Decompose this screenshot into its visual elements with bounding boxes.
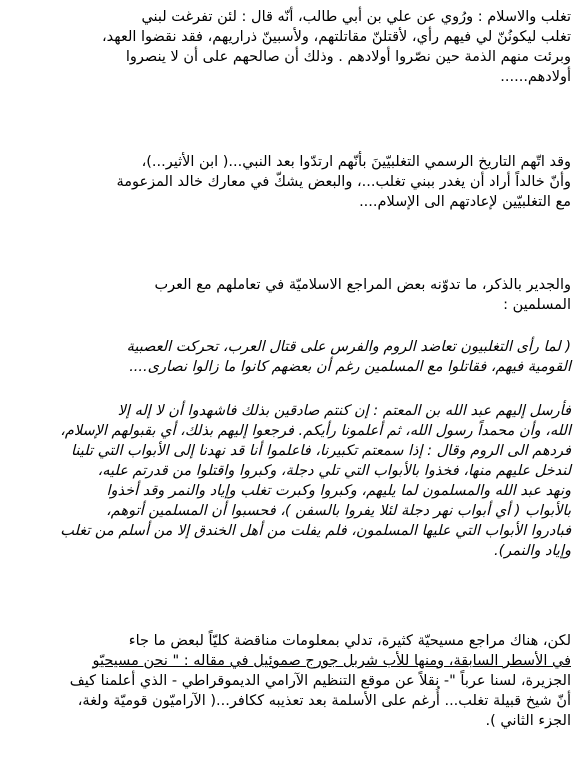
paragraph-christian-references [16, 631, 571, 731]
text-line: لندخل عليهم منها، فخذوا بالأبواب التي تلي دجلة، وكبروا واقتلوا من قدرتم عليه، [97, 463, 571, 479]
text-line: أولادهم...... [500, 69, 571, 85]
quote-abdullah-ibn-mutim [16, 401, 571, 561]
text-line: القومية فيهم، فقاتلوا مع المسلمين رغم أن بعضهم كانوا ما زالوا نصارى.... [129, 359, 571, 375]
text-line: الجزء الثاني ). [485, 713, 571, 729]
paragraph-official-history [16, 152, 571, 212]
text-line: وأنّ خالداً أراد أن يغدر ببني تغلب...، والبعض يشكّ في معارك خالد المزعومة [116, 174, 571, 190]
text-line: فأرسل إليهم عبد الله بن المعتم : إن كنتم صادقين بذلك فاشهدوا أن لا إله إلا [117, 403, 571, 419]
text-line: في الأسطر السابقة، ومنها للأب شربل جورج صموئيل في مقاله : " نحن مسيحيّو [92, 653, 571, 669]
text-line: لكن، هناك مراجع مسيحيّة كثيرة، تدلي بمعلومات مناقضة كليّاً لبعض ما جاء [128, 633, 571, 649]
quote-arab-solidarity [16, 337, 571, 377]
text-line: ونهد عبد الله والمسلمون لما يليهم، وكبروا وكبرت تغلب وإياد والنمر وقد أخذوا [106, 483, 571, 499]
text-line: وبرئت منهم الذمة حين نصّروا أولادهم . وذلك أن صالحهم على أن لا ينصروا [125, 49, 571, 65]
text-line: فبادروا الأبواب التي عليها المسلمون، فلم يفلت من أهل الخندق إلا من أسلم من تغلب [60, 523, 571, 539]
text-line: الله، وأن محمداً رسول الله، ثم أعلمونا رأيكم. فرجعوا إليهم بذلك، أي بقبولهم الإسلام، [60, 423, 571, 439]
text-line: وقد اتّهم التاريخ الرسمي التغلبيّينَ بأنّهم ارتدّوا بعد النبي...( ابن الأثير...)، [141, 154, 571, 170]
text-line: بالأبواب ( أي أبواب نهر دجلة لئلا يفروا بالسفن )، فحسبوا أن المسلمين أتوهم، [106, 503, 571, 519]
text-line: تغلب ليكونُنّ لي فيهم رأي، لأقتلنّ مقاتلتهم، ولأسبينّ ذراريهم، فقد نقضوا العهد، [101, 29, 571, 45]
text-line: المسلمين : [503, 297, 571, 313]
text-line: والجدير بالذكر، ما تدوّنه بعض المراجع الاسلاميّة في تعاملهم مع العرب [154, 277, 571, 293]
text-line: ( لما رأى التغلبيون تعاضد الروم والفرس على قتال العرب، تحركت العصبية [126, 339, 571, 355]
text-line: الجزيرة، لسنا عرباً "- نقلاً عن موقع التنظيم الآرامي الديموقراطي - الذي أعلمنا كيف [69, 673, 571, 689]
text-line: أنّ شيخ قبيلة تغلب... أُرغم على الأسلمة بعد تعذيبه ككافر...( الآراميّون قوميّة ولغة، [77, 693, 571, 709]
text-line: مع التغلبيّين لإعادتهم الى الإسلام.... [359, 194, 571, 210]
paragraph-islamic-references [16, 275, 571, 315]
text-line: فردهم الى الروم وقال : إذا سمعتم تكبيرنا، فاعلموا أنا قد نهدنا إلى الأبواب التي تلينا [70, 443, 571, 459]
text-line: وإياد والنمر). [493, 543, 571, 559]
text-line: تغلب والاسلام : ورُوي عن علي بن أبي طالب، أنّه قال : لئن تفرغت لبني [141, 9, 571, 25]
paragraph-taghlib-islam [16, 7, 571, 87]
